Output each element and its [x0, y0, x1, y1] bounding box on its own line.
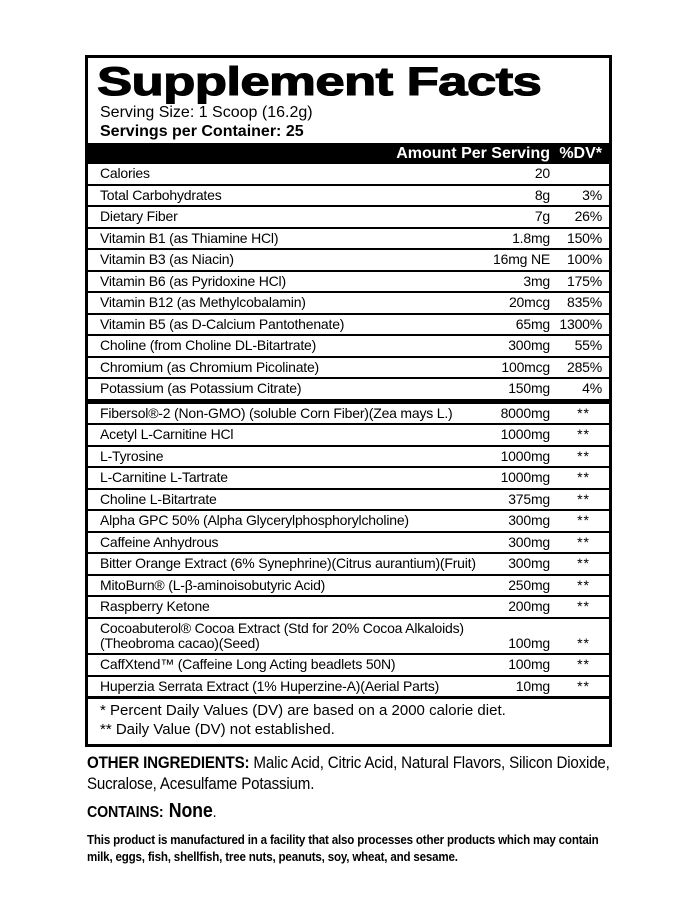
- ingredient-name: Cocoabuterol® Cocoa Extract (Std for 20% Cocoa Alkaloids)(Theobroma cacao)(Seed): [100, 619, 464, 651]
- nutrients-section: [88, 164, 609, 399]
- ingredient-dv: **: [577, 598, 590, 614]
- ingredient-dv: **: [577, 634, 590, 651]
- other-ingredients-text: Malic Acid, Citric Acid, Natural Flavors, Silicon Dioxide, Sucralose, Acesulfame Potassium.: [87, 753, 610, 793]
- table-row: [88, 184, 609, 206]
- ingredient-amount: 100mg: [508, 656, 550, 672]
- contains-value: None: [168, 800, 213, 822]
- ingredient-name: Total Carbohydrates: [100, 186, 222, 203]
- ingredient-amount: 20: [534, 165, 550, 181]
- ingredient-name: Vitamin B5 (as D-Calcium Pantothenate): [100, 315, 345, 332]
- table-row: [88, 270, 609, 292]
- ingredient-amount: 8000mg: [500, 404, 550, 421]
- contains-label: CONTAINS:: [87, 804, 164, 821]
- serving-size: Serving Size: 1 Scoop (16.2g): [100, 104, 313, 121]
- other-ingredients-label: OTHER INGREDIENTS:: [87, 753, 250, 772]
- ingredient-dv: **: [577, 490, 590, 507]
- table-row: [88, 488, 609, 510]
- other-ingredients: [87, 752, 621, 794]
- ingredient-dv: **: [577, 576, 590, 593]
- ingredient-dv: 150%: [566, 229, 602, 246]
- ingredient-name: Vitamin B12 (as Methylcobalamin): [100, 294, 306, 310]
- ingredient-amount: 300mg: [508, 512, 550, 528]
- ingredient-dv: **: [577, 512, 590, 528]
- ingredient-dv: 3%: [582, 186, 602, 203]
- ingredient-amount: 1.8mg: [512, 229, 550, 246]
- ingredient-name: Calories: [100, 165, 150, 181]
- ingredient-name: L-Carnitine L-Tartrate: [100, 469, 228, 485]
- table-row: [88, 313, 609, 335]
- ingredient-name: Vitamin B1 (as Thiamine HCl): [100, 229, 279, 246]
- table-row: [88, 423, 609, 445]
- servings-per-container: Servings per Container: 25: [100, 122, 304, 140]
- footnote-not-established: ** Daily Value (DV) not established.: [100, 720, 335, 738]
- ingredient-dv: 285%: [566, 358, 602, 375]
- bottom-text-block: [87, 752, 621, 865]
- ingredient-dv: 4%: [582, 380, 602, 396]
- ingredient-name: Potassium (as Potassium Citrate): [100, 380, 302, 396]
- table-row: [88, 164, 609, 184]
- ingredient-amount: 10mg: [515, 677, 550, 694]
- ingredient-dv: 1300%: [559, 315, 602, 332]
- contains-statement: [87, 800, 621, 823]
- table-row: [88, 617, 609, 654]
- ingredient-name: MitoBurn® (L-β-aminoisobutyric Acid): [100, 576, 326, 593]
- ingredient-name: L-Tyrosine: [100, 447, 164, 464]
- table-row: [88, 227, 609, 249]
- ingredient-amount: 300mg: [508, 337, 550, 353]
- table-row: [88, 445, 609, 467]
- table-row: [88, 653, 609, 675]
- ingredient-amount: 1000mg: [500, 447, 550, 464]
- ingredient-amount: 65mg: [515, 315, 550, 332]
- footnotes: [88, 696, 609, 744]
- ingredient-dv: **: [577, 426, 590, 442]
- ingredient-amount: 200mg: [508, 598, 550, 614]
- table-row: [88, 404, 609, 424]
- table-row: [88, 205, 609, 227]
- ingredient-dv: 100%: [566, 251, 602, 267]
- ingredient-name: Choline L-Bitartrate: [100, 490, 217, 507]
- ingredient-name: CaffXtend™ (Caffeine Long Acting beadlets 50N): [100, 656, 396, 672]
- ingredient-amount: 100mg: [508, 634, 550, 651]
- ingredient-amount: 16mg NE: [493, 251, 550, 267]
- table-row: [88, 466, 609, 488]
- allergen-notice: This product is manufactured in a facility that also processes other products which may contain milk, eggs, fish, shellfish, tree nuts, peanuts, soy, wheat, and sesame.: [87, 832, 599, 864]
- ingredient-dv: **: [577, 447, 590, 464]
- table-row: [88, 377, 609, 399]
- ingredient-name: Acetyl L-Carnitine HCl: [100, 426, 234, 442]
- ingredient-amount: 20mcg: [508, 294, 550, 310]
- ingredient-amount: 300mg: [508, 533, 550, 550]
- ingredient-name: Fibersol®-2 (Non-GMO) (soluble Corn Fiber)(Zea mays L.): [100, 404, 453, 421]
- ingredient-amount: 375mg: [508, 490, 550, 507]
- ingredient-amount: 7g: [534, 208, 550, 224]
- table-row: [88, 356, 609, 378]
- ingredient-name: Chromium (as Chromium Picolinate): [100, 358, 320, 375]
- ingredient-dv: **: [577, 555, 590, 571]
- contains-period: .: [212, 804, 217, 821]
- ingredient-amount: 300mg: [508, 555, 550, 571]
- ingredient-amount: 250mg: [508, 576, 550, 593]
- table-row: [88, 552, 609, 574]
- table-row: [88, 291, 609, 313]
- panel-title: Supplement Facts: [97, 60, 542, 104]
- table-row: [88, 574, 609, 596]
- ingredient-dv: **: [577, 656, 590, 672]
- ingredient-amount: 1000mg: [500, 469, 550, 485]
- ingredient-dv: 835%: [566, 294, 602, 310]
- ingredient-name: Caffeine Anhydrous: [100, 533, 219, 550]
- ingredient-amount: 3mg: [523, 272, 550, 289]
- ingredient-name: Huperzia Serrata Extract (1% Huperzine-A)(Aerial Parts): [100, 677, 440, 694]
- table-row: [88, 675, 609, 697]
- ingredient-dv: 26%: [574, 208, 602, 224]
- ingredient-amount: 150mg: [508, 380, 550, 396]
- ingredient-dv: 175%: [566, 272, 602, 289]
- ingredient-amount: 8g: [534, 186, 550, 203]
- table-row: [88, 531, 609, 553]
- column-header-bar: [88, 143, 609, 164]
- ingredient-name: Choline (from Choline DL-Bitartrate): [100, 337, 317, 353]
- dv-header: %DV*: [559, 144, 602, 162]
- ingredient-dv: 55%: [574, 337, 602, 353]
- actives-section: [88, 404, 609, 697]
- footnote-dv: * Percent Daily Values (DV) are based on a 2000 calorie diet.: [100, 702, 506, 719]
- ingredient-dv: **: [577, 677, 590, 694]
- amount-per-serving-header: Amount Per Serving: [396, 144, 550, 162]
- supplement-facts-panel: [85, 55, 612, 747]
- table-row: [88, 509, 609, 531]
- ingredient-name: Raspberry Ketone: [100, 598, 210, 614]
- ingredient-name: Bitter Orange Extract (6% Synephrine)(Citrus aurantium)(Fruit): [100, 555, 476, 571]
- ingredient-dv: **: [577, 533, 590, 550]
- ingredient-dv: **: [577, 404, 590, 421]
- ingredient-dv: **: [577, 469, 590, 485]
- ingredient-name: Dietary Fiber: [100, 208, 178, 224]
- table-row: [88, 334, 609, 356]
- ingredient-name: Alpha GPC 50% (Alpha Glycerylphosphorylcholine): [100, 512, 409, 528]
- table-row: [88, 248, 609, 270]
- ingredient-amount: 1000mg: [500, 426, 550, 442]
- table-row: [88, 595, 609, 617]
- ingredient-amount: 100mcg: [501, 358, 550, 375]
- ingredient-name: Vitamin B3 (as Niacin): [100, 251, 234, 267]
- ingredient-name: Vitamin B6 (as Pyridoxine HCl): [100, 272, 286, 289]
